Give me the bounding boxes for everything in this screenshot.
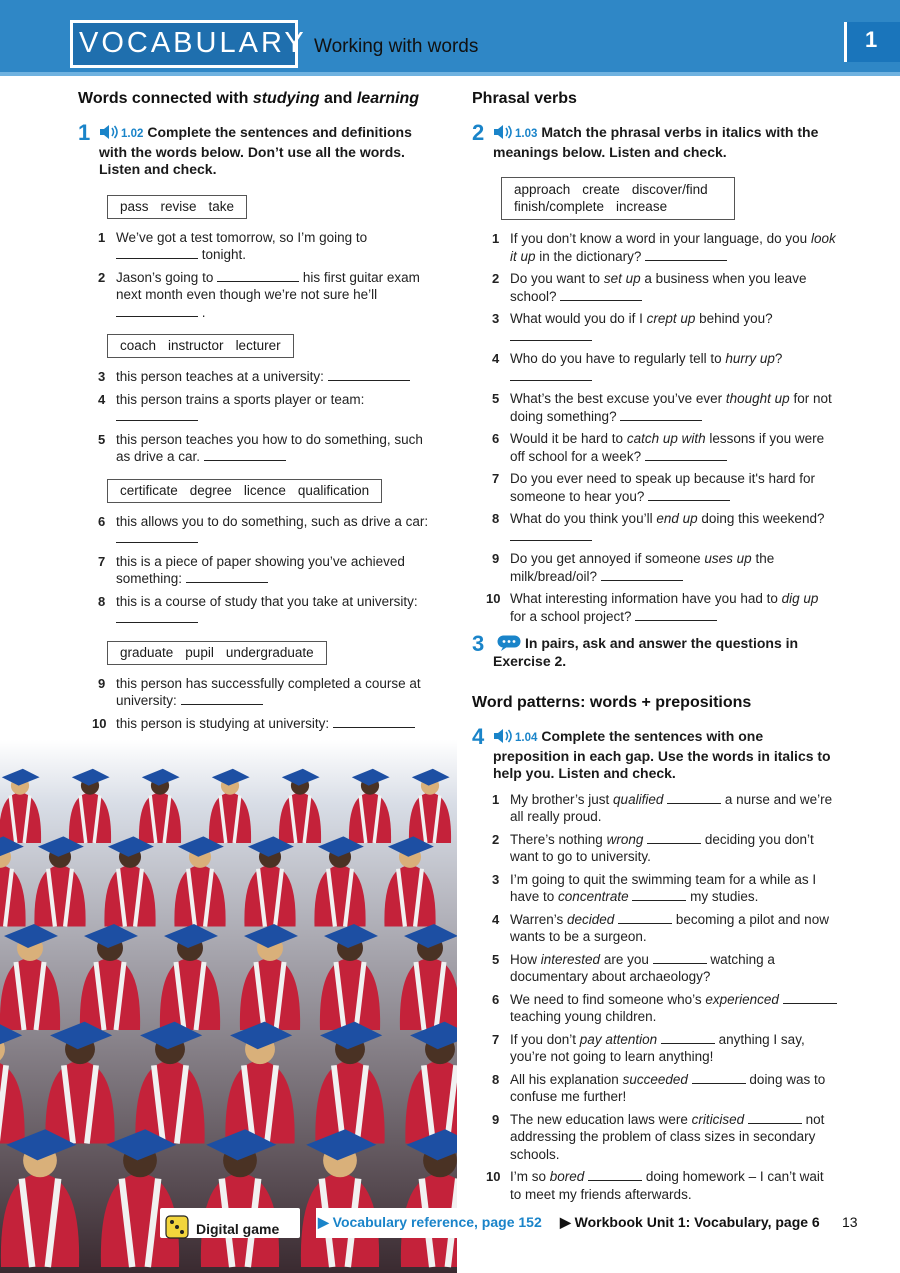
answer-gap[interactable] [645,449,727,461]
answer-gap[interactable] [632,889,686,901]
answer-gap[interactable] [116,247,198,259]
list-item: 6 We need to find someone who’s experienced teaching young children. [472,991,837,1026]
answer-gap[interactable] [560,289,642,301]
word-box-2: coach instructor lecturer [107,334,294,358]
exercise-4 [472,724,837,783]
list-item: 3 this person teaches at a university: [78,368,438,386]
exercise-instruction: In pairs, ask and answer the questions in Exercise 2. [493,635,799,669]
list-item: 7 If you don’t pay attention anything I say, you’re not going to learn anything! [492,1031,805,1064]
word-box-1: pass revise take [107,195,247,219]
list-item: 7 Do you ever need to speak up because it's hard for someone to hear you? [492,471,816,504]
answer-gap[interactable] [116,611,198,623]
list-item: 2 There’s nothing wrong deciding you don’t want to go to university. [492,831,814,864]
exercise-2 [472,120,837,161]
word-box-4: graduate pupil undergraduate [107,641,327,665]
answer-gap[interactable] [510,369,592,381]
answer-gap[interactable] [328,369,410,381]
phrasal-list [472,230,837,625]
answer-gap[interactable] [692,1072,746,1084]
answer-gap[interactable] [748,1112,802,1124]
answer-gap[interactable] [647,832,701,844]
answer-gap[interactable] [333,716,415,728]
list-item: 3 I’m going to quit the swimming team for a while as I have to concentrate my studies. [492,871,817,904]
section-title-phrasal: Phrasal verbs [472,90,577,107]
vocabulary-reference-link[interactable]: ▶ Vocabulary reference, page 152 [316,1208,546,1238]
item-list-4 [78,675,438,733]
right-column [472,90,837,1208]
list-item: 4 Warren’s decided becoming a pilot and now wants to be a surgeon. [492,911,829,944]
section-title-studying: Words connected with studying and learning [78,90,420,107]
list-item: 9 Do you get annoyed if someone uses up the milk/bread/oil? [492,551,775,584]
answer-gap[interactable] [588,1169,642,1181]
list-item: 2 Jason’s going to his first guitar exam next month even though we’re not sure he’ll . [98,269,420,320]
list-item: 1 If you don’t know a word in your language, do you look it up in the dictionary? [492,231,836,264]
speaker-icon [493,124,513,140]
list-item: 5 this person teaches you how to do something, such as drive a car. [98,431,423,464]
list-item: 9 The new education laws were criticised not addressing the problem of class sizes in secondary schools. [492,1111,825,1162]
list-item: 8 this is a course of study that you take at university: [78,593,438,628]
dice-icon [164,1214,190,1240]
answer-gap[interactable] [620,409,702,421]
exercise-instruction: 1.03 Match the phrasal verbs in italics with the meanings below. Listen and check. [493,124,819,160]
section-subtitle: Working with words [314,36,479,57]
list-item: 5 How interested are you watching a documentary about archaeology? [492,951,775,984]
digital-game-link[interactable]: Digital game [160,1208,300,1238]
answer-gap[interactable] [204,449,286,461]
list-item: 6 this allows you to do something, such as drive a car: [78,513,438,548]
answer-gap[interactable] [510,529,592,541]
item-list-1 [78,229,438,322]
answer-gap[interactable] [601,569,683,581]
speech-bubble-icon [497,635,521,651]
speaker-icon [493,728,513,744]
list-item: 8 All his explanation succeeded doing was to confuse me further! [492,1071,826,1104]
audio-track[interactable]: 1.03 [493,124,537,144]
answer-gap[interactable] [661,1032,715,1044]
answer-gap[interactable] [667,792,721,804]
section-label: VOCABULARY [79,27,307,59]
list-item: 5 What’s the best excuse you’ve ever thought up for not doing something? [492,391,832,424]
exercise-number: 3 [472,631,485,656]
list-item: 1 My brother’s just qualified a nurse and we’re all really proud. [492,791,833,824]
word-box-phrasal: approach create discover/find finish/complete increase [501,177,735,220]
page-header [0,0,900,76]
list-item: 4 Who do you have to regularly tell to hurry up? [472,350,837,385]
left-column [78,90,438,737]
answer-gap[interactable] [116,305,198,317]
list-item: 10 I’m so bored doing homework – I can’t wait to meet my friends afterwards. [486,1169,824,1202]
workbook-reference: ▶ Workbook Unit 1: Vocabulary, page 6 [560,1214,820,1230]
section-label-box [70,20,307,68]
exercise-3 [472,631,837,670]
audio-track[interactable]: 1.02 [99,124,143,144]
list-item: 9 this person has successfully completed a course at university: [98,675,421,708]
exercise-instruction: 1.02 Complete the sentences and definitions with the words below. Don’t use all the words. Listen and check. [99,124,412,177]
list-item: 4 this person trains a sports player or team: [78,391,438,426]
answer-gap[interactable] [618,912,672,924]
word-box-3: certificate degree licence qualification [107,479,382,503]
section-title-word-patterns: Word patterns: words + prepositions [472,694,752,711]
list-item: 10 What interesting information have you had to dig up for a school project? [486,591,819,624]
page-number: 13 [842,1214,858,1230]
list-item: 1 We’ve got a test tomorrow, so I’m going to tonight. [98,229,368,262]
answer-gap[interactable] [510,329,592,341]
list-item: 6 Would it be hard to catch up with lessons if you were off school for a week? [492,431,825,464]
prepositions-list [472,791,837,1204]
speaker-icon [99,124,119,140]
answer-gap[interactable] [217,270,299,282]
list-item: 10 this person is studying at university: [78,715,438,733]
audio-track[interactable]: 1.04 [493,728,537,748]
answer-gap[interactable] [783,992,837,1004]
exercise-1 [78,120,438,179]
answer-gap[interactable] [116,531,198,543]
exercise-number: 2 [472,120,485,145]
answer-gap[interactable] [648,489,730,501]
exercise-instruction: 1.04 Complete the sentences with one preposition in each gap. Use the words in italics to help you. Listen and check. [493,728,831,781]
answer-gap[interactable] [116,409,198,421]
exercise-number: 1 [78,120,91,145]
list-item: 2 Do you want to set up a business when you leave school? [492,271,807,304]
item-list-3 [78,513,438,628]
list-item: 3 What would you do if I crept up behind you? [472,310,837,345]
item-list-2 [78,368,438,466]
answer-gap[interactable] [186,571,268,583]
list-item: 7 this is a piece of paper showing you’ve achieved something: [98,553,405,586]
answer-gap[interactable] [181,693,263,705]
graduation-photo [0,740,457,1273]
answer-gap[interactable] [635,609,717,621]
unit-tab: 1 [844,22,900,62]
answer-gap[interactable] [653,952,707,964]
answer-gap[interactable] [645,249,727,261]
graduation-illustration [0,740,457,1273]
list-item: 8 What do you think you’ll end up doing this weekend? [472,510,837,545]
exercise-number: 4 [472,724,485,749]
